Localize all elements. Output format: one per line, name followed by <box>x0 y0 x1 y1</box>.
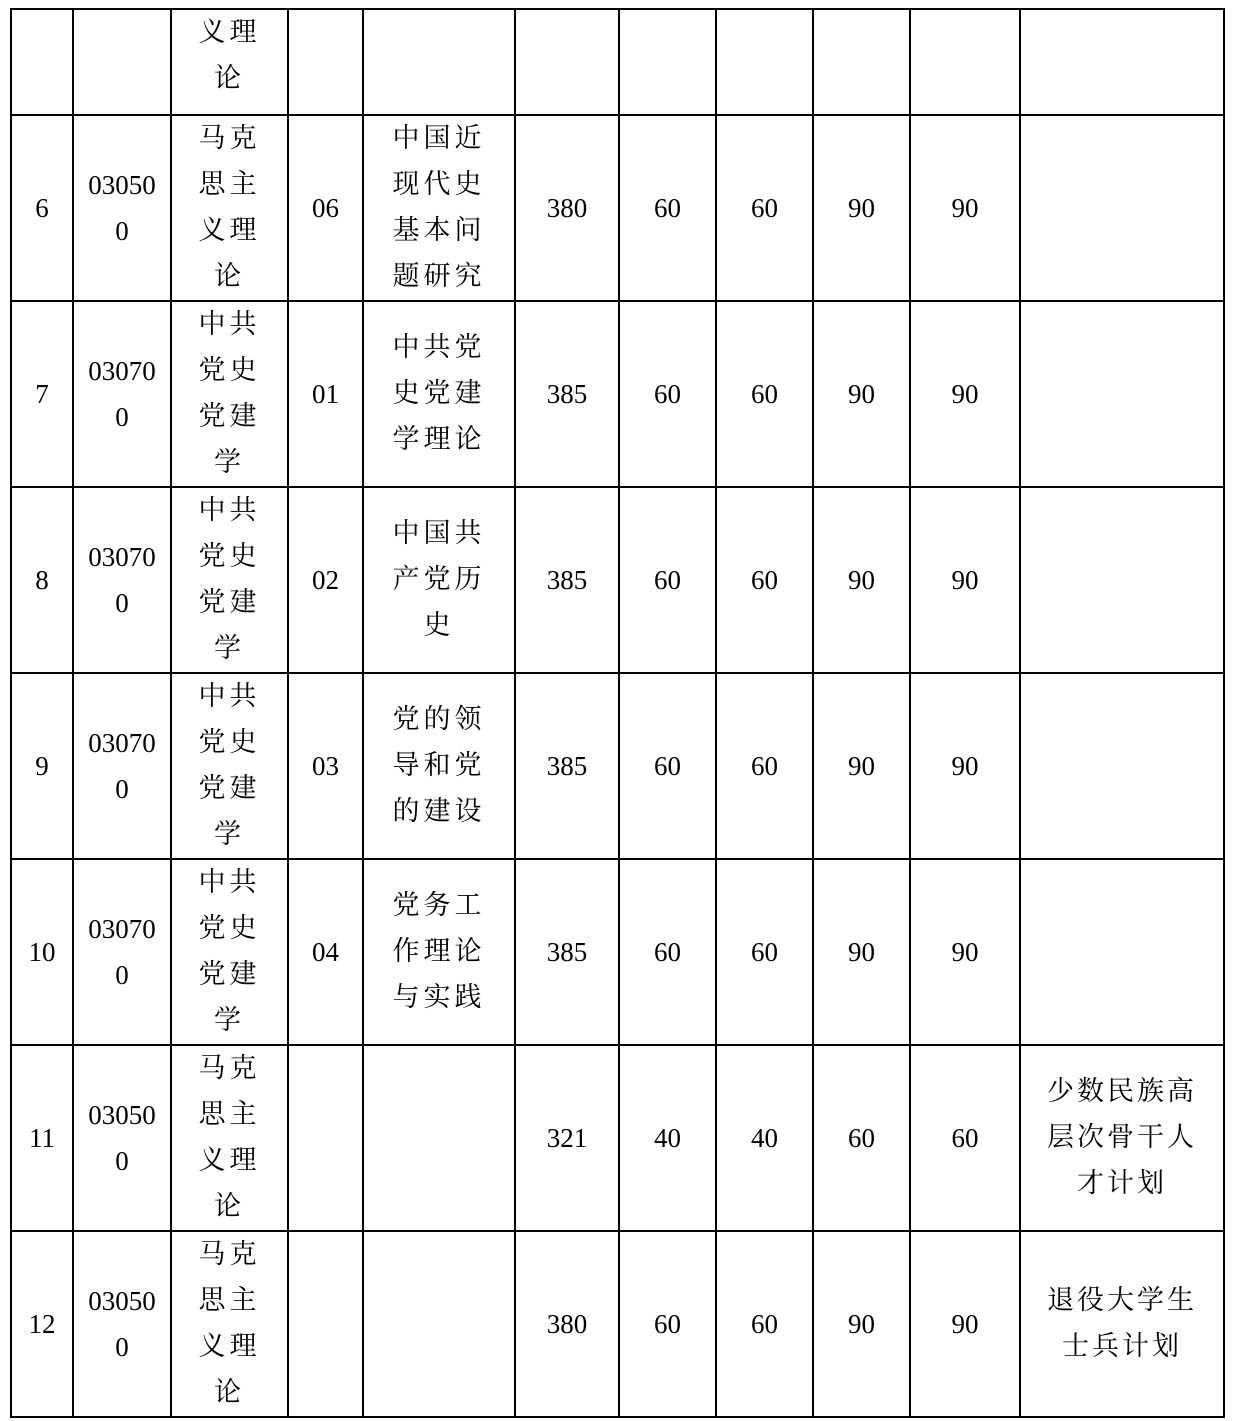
subject-score-2: 40 <box>751 1122 778 1153</box>
cell-note <box>1020 487 1224 673</box>
subject-score-4: 90 <box>951 564 979 595</box>
subject-score-4: 90 <box>951 750 979 781</box>
major-code: 030700 <box>88 914 156 990</box>
cell-score-4 <box>910 9 1020 115</box>
row-number: 6 <box>35 193 49 223</box>
cell-score-3 <box>813 859 910 1045</box>
major-name: 马克思主义理论 <box>198 123 261 292</box>
cell-total <box>515 115 619 301</box>
cell-code <box>73 859 171 1045</box>
cell-score-1 <box>619 1045 716 1231</box>
direction-code: 01 <box>312 378 339 409</box>
total-score: 385 <box>546 936 588 967</box>
cell-score-2 <box>716 1045 813 1231</box>
cell-code <box>73 673 171 859</box>
cell-direction <box>363 1045 515 1231</box>
major-name: 马克思主义理论 <box>198 1239 261 1408</box>
cell-major <box>171 115 288 301</box>
table-row <box>11 115 1224 301</box>
cell-direction <box>363 115 515 301</box>
table-row <box>11 301 1224 487</box>
cell-total <box>515 1045 619 1231</box>
direction-code: 04 <box>312 936 339 967</box>
cell-score-4 <box>910 859 1020 1045</box>
cell-major <box>171 9 288 115</box>
cell-score-3 <box>813 9 910 115</box>
cell-dir-code <box>288 1045 363 1231</box>
cell-score-3 <box>813 1045 910 1231</box>
major-name: 中共党史党建学 <box>198 309 261 478</box>
subject-score-3: 60 <box>848 1122 875 1153</box>
cell-direction <box>363 673 515 859</box>
cell-note <box>1020 673 1224 859</box>
row-number: 9 <box>35 751 49 781</box>
cell-score-3 <box>813 487 910 673</box>
cell-no <box>11 859 73 1045</box>
cell-score-2 <box>716 859 813 1045</box>
table-row-continuation <box>11 9 1224 115</box>
cell-code <box>73 1045 171 1231</box>
cell-total <box>515 9 619 115</box>
subject-score-3: 90 <box>848 192 875 223</box>
total-score: 385 <box>546 564 588 595</box>
cell-score-2 <box>716 673 813 859</box>
cell-no <box>11 301 73 487</box>
cell-code <box>73 115 171 301</box>
subject-score-4: 90 <box>951 936 979 967</box>
direction-code: 03 <box>312 750 339 781</box>
note-text: 少数民族高层次骨干人才计划 <box>1047 1076 1197 1199</box>
cell-no <box>11 673 73 859</box>
cell-major <box>171 859 288 1045</box>
cell-code <box>73 1231 171 1417</box>
subject-score-2: 60 <box>751 936 778 967</box>
row-number: 8 <box>35 565 49 595</box>
cell-major <box>171 673 288 859</box>
subject-score-3: 90 <box>848 564 875 595</box>
cell-score-2 <box>716 301 813 487</box>
table-row <box>11 1231 1224 1417</box>
cell-score-2 <box>716 115 813 301</box>
cell-note <box>1020 301 1224 487</box>
subject-score-3: 90 <box>848 936 875 967</box>
direction-name: 党务工作理论与实践 <box>392 890 486 1013</box>
total-score: 385 <box>546 750 588 781</box>
cell-score-4 <box>910 115 1020 301</box>
cell-direction <box>363 1231 515 1417</box>
cell-score-4 <box>910 1045 1020 1231</box>
cell-score-3 <box>813 1231 910 1417</box>
major-code: 030700 <box>88 728 156 804</box>
subject-score-1: 40 <box>654 1122 681 1153</box>
cell-code <box>73 487 171 673</box>
cell-dir-code <box>288 301 363 487</box>
cell-major <box>171 301 288 487</box>
direction-name: 中共党史党建学理论 <box>392 332 486 455</box>
direction-name: 中国共产党历史 <box>392 518 486 641</box>
major-name: 中共党史党建学 <box>198 867 261 1036</box>
cell-major <box>171 1045 288 1231</box>
cell-score-1 <box>619 1231 716 1417</box>
total-score: 321 <box>546 1122 588 1153</box>
cell-dir-code <box>288 673 363 859</box>
cell-dir-code <box>288 487 363 673</box>
subject-score-3: 90 <box>848 750 875 781</box>
major-code: 030700 <box>88 356 156 432</box>
major-code: 030700 <box>88 542 156 618</box>
total-score: 385 <box>546 378 588 409</box>
table-row <box>11 859 1224 1045</box>
subject-score-1: 60 <box>654 1308 681 1339</box>
subject-score-4: 60 <box>951 1122 979 1153</box>
major-name-tail: 义理论 <box>198 17 261 94</box>
cell-score-4 <box>910 1231 1020 1417</box>
cell-direction <box>363 487 515 673</box>
subject-score-1: 60 <box>654 192 681 223</box>
cell-total <box>515 673 619 859</box>
cell-dir-code <box>288 115 363 301</box>
subject-score-1: 60 <box>654 378 681 409</box>
cell-no <box>11 1045 73 1231</box>
cell-note <box>1020 859 1224 1045</box>
cell-total <box>515 487 619 673</box>
table-row <box>11 673 1224 859</box>
subject-score-2: 60 <box>751 192 778 223</box>
score-table <box>10 8 1225 1418</box>
major-name: 中共党史党建学 <box>198 495 261 664</box>
subject-score-2: 60 <box>751 1308 778 1339</box>
cell-score-1 <box>619 487 716 673</box>
cell-total <box>515 859 619 1045</box>
cell-note <box>1020 9 1224 115</box>
cell-score-2 <box>716 1231 813 1417</box>
cell-score-4 <box>910 301 1020 487</box>
cell-note <box>1020 115 1224 301</box>
major-code: 030500 <box>88 1286 156 1362</box>
cell-score-2 <box>716 487 813 673</box>
cell-dir-code <box>288 1231 363 1417</box>
cell-no <box>11 487 73 673</box>
major-name: 马克思主义理论 <box>198 1053 261 1222</box>
cell-score-3 <box>813 673 910 859</box>
cell-score-2 <box>716 9 813 115</box>
cell-dir-code <box>288 859 363 1045</box>
subject-score-4: 90 <box>951 378 979 409</box>
subject-score-4: 90 <box>951 1308 979 1339</box>
subject-score-2: 60 <box>751 750 778 781</box>
cell-score-3 <box>813 115 910 301</box>
cell-major <box>171 487 288 673</box>
row-number: 7 <box>35 379 49 409</box>
cell-direction <box>363 9 515 115</box>
subject-score-2: 60 <box>751 564 778 595</box>
major-code: 030500 <box>88 170 156 246</box>
major-name: 中共党史党建学 <box>198 681 261 850</box>
cell-direction <box>363 301 515 487</box>
cell-score-1 <box>619 301 716 487</box>
subject-score-4: 90 <box>951 192 979 223</box>
subject-score-1: 60 <box>654 936 681 967</box>
cell-code <box>73 9 171 115</box>
cell-total <box>515 301 619 487</box>
row-number: 11 <box>29 1123 55 1153</box>
subject-score-2: 60 <box>751 378 778 409</box>
subject-score-1: 60 <box>654 564 681 595</box>
cell-score-4 <box>910 673 1020 859</box>
direction-code: 02 <box>312 564 339 595</box>
cell-score-1 <box>619 859 716 1045</box>
total-score: 380 <box>546 1308 588 1339</box>
direction-code: 06 <box>312 192 339 223</box>
direction-name: 中国近现代史基本问题研究 <box>392 123 486 292</box>
cell-score-1 <box>619 673 716 859</box>
row-number: 10 <box>28 937 56 967</box>
cell-no <box>11 9 73 115</box>
table-row <box>11 1045 1224 1231</box>
cell-code <box>73 301 171 487</box>
cell-no <box>11 1231 73 1417</box>
cell-direction <box>363 859 515 1045</box>
total-score: 380 <box>546 192 588 223</box>
cell-dir-code <box>288 9 363 115</box>
cell-total <box>515 1231 619 1417</box>
subject-score-3: 90 <box>848 1308 875 1339</box>
cell-major <box>171 1231 288 1417</box>
cell-no <box>11 115 73 301</box>
direction-name: 党的领导和党的建设 <box>392 704 486 827</box>
note-text: 退役大学生士兵计划 <box>1047 1285 1197 1362</box>
subject-score-1: 60 <box>654 750 681 781</box>
cell-score-1 <box>619 115 716 301</box>
table-row <box>11 487 1224 673</box>
cell-note <box>1020 1045 1224 1231</box>
subject-score-3: 90 <box>848 378 875 409</box>
cell-score-4 <box>910 487 1020 673</box>
row-number: 12 <box>28 1309 56 1339</box>
major-code: 030500 <box>88 1100 156 1176</box>
cell-score-3 <box>813 301 910 487</box>
cell-note <box>1020 1231 1224 1417</box>
cell-score-1 <box>619 9 716 115</box>
